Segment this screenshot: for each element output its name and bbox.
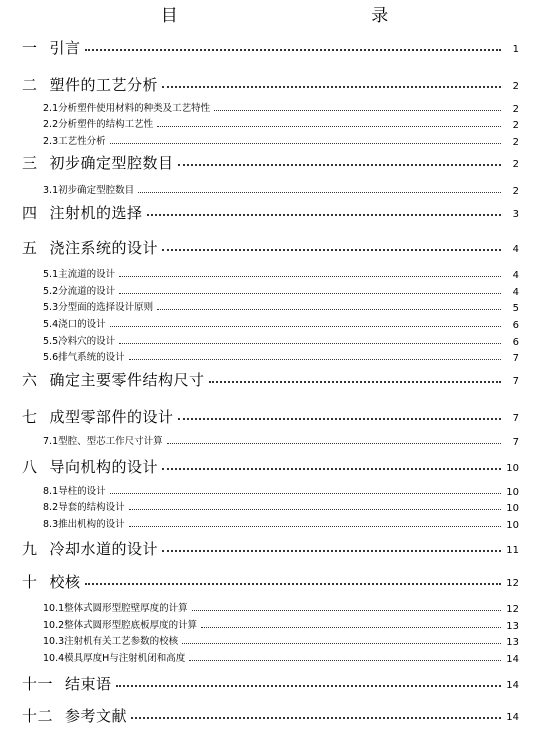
- toc-chapter-entry[interactable]: [0, 457, 549, 477]
- entry-label: [22, 238, 158, 258]
- chapter-number: 五: [22, 239, 38, 257]
- dot-leader: [157, 309, 501, 310]
- page-number: 7: [512, 413, 519, 424]
- entry-label: [22, 539, 158, 559]
- entry-text: 确定主要零件结构尺寸: [49, 371, 205, 389]
- entry-text: 8.2导套的结构设计: [43, 502, 125, 513]
- page-number: 12: [506, 578, 519, 589]
- dot-leader: [85, 49, 501, 51]
- dot-leader: [162, 86, 501, 88]
- entry-label: [22, 203, 143, 223]
- page-number: 14: [506, 680, 519, 691]
- dot-leader: [189, 660, 501, 661]
- page-number: 10: [506, 463, 519, 474]
- entry-label: [22, 38, 81, 58]
- entry-label: [43, 649, 185, 669]
- page-number: 4: [512, 270, 519, 281]
- chapter-number: 十二: [22, 707, 54, 725]
- page-number: 10: [506, 520, 519, 531]
- dot-leader: [129, 509, 501, 510]
- entry-label: [22, 706, 127, 726]
- entry-label: [22, 75, 158, 95]
- chapter-number: 三: [22, 154, 38, 172]
- dot-leader: [192, 610, 501, 611]
- dot-leader: [110, 326, 501, 327]
- chapter-number: 二: [22, 76, 38, 94]
- dot-leader: [162, 468, 501, 470]
- entry-text: 5.6排气系统的设计: [43, 352, 125, 363]
- dot-leader: [110, 143, 501, 144]
- entry-label: [22, 407, 174, 427]
- entry-text: 8.1导柱的设计: [43, 486, 106, 497]
- entry-text: 2.3工艺性分析: [43, 136, 106, 147]
- toc-section-entry[interactable]: [0, 648, 549, 668]
- entry-text: 5.2分流道的设计: [43, 286, 116, 297]
- entry-text: 5.3分型面的选择设计原则: [43, 302, 154, 313]
- dot-leader: [214, 110, 501, 111]
- entry-label: [22, 370, 205, 390]
- dot-leader: [178, 164, 501, 166]
- entry-label: [43, 348, 125, 368]
- entry-text: 2.2分析塑件的结构工艺性: [43, 119, 154, 130]
- toc-chapter-entry[interactable]: [0, 38, 549, 58]
- page-number: 12: [506, 604, 519, 615]
- page-number: 14: [506, 712, 519, 723]
- page-number: 14: [506, 654, 519, 665]
- chapter-number: 七: [22, 408, 38, 426]
- page-number: 13: [506, 621, 519, 632]
- entry-text: 2.1分析塑件使用材料的种类及工艺特性: [43, 103, 211, 114]
- page-number: 2: [512, 120, 519, 131]
- toc-chapter-entry[interactable]: [0, 370, 549, 390]
- page-number: 6: [512, 320, 519, 331]
- entry-text: 引言: [49, 39, 81, 57]
- toc-chapter-entry[interactable]: [0, 75, 549, 95]
- page-number: 2: [512, 104, 519, 115]
- toc-chapter-entry[interactable]: [0, 153, 549, 173]
- dot-leader: [116, 685, 501, 687]
- page-number: 4: [512, 244, 519, 255]
- toc-section-entry[interactable]: [0, 431, 549, 451]
- page-number: 2: [512, 81, 519, 92]
- entry-text: 成型零部件的设计: [49, 408, 174, 426]
- page-number: 2: [512, 159, 519, 170]
- dot-leader: [162, 550, 501, 552]
- toc-chapter-entry[interactable]: [0, 238, 549, 258]
- page-number: 1: [512, 44, 519, 55]
- toc-title: 目 录: [160, 6, 483, 26]
- dot-leader: [119, 276, 501, 277]
- entry-text: 3.1初步确定型腔数目: [43, 185, 135, 196]
- dot-leader: [178, 418, 501, 420]
- dot-leader: [129, 359, 501, 360]
- entry-label: [43, 181, 134, 201]
- toc-section-entry[interactable]: [0, 347, 549, 367]
- toc-chapter-entry[interactable]: [0, 674, 549, 694]
- entry-label: [43, 515, 125, 535]
- dot-leader: [110, 493, 501, 494]
- dot-leader: [157, 126, 501, 127]
- entry-text: 10.3注射机有关工艺参数的校核: [43, 636, 179, 647]
- page-number: 7: [512, 437, 519, 448]
- entry-label: [43, 432, 163, 452]
- dot-leader: [147, 214, 501, 216]
- chapter-number: 十: [22, 573, 38, 591]
- page-number: 6: [512, 337, 519, 348]
- dot-leader: [162, 249, 501, 251]
- entry-label: [43, 132, 106, 152]
- toc-chapter-entry[interactable]: [0, 539, 549, 559]
- toc-chapter-entry[interactable]: [0, 706, 549, 726]
- entry-text: 10.1整体式圆形型腔壁厚度的计算: [43, 603, 188, 614]
- entry-label: [22, 572, 81, 592]
- entry-text: 10.4模具厚度H与注射机闭和高度: [43, 653, 186, 664]
- entry-label: [22, 457, 158, 477]
- page-number: 7: [512, 353, 519, 364]
- dot-leader: [167, 443, 501, 444]
- page-number: 2: [512, 137, 519, 148]
- page-number: 3: [512, 209, 519, 220]
- page-number: 13: [506, 637, 519, 648]
- entry-text: 参考文献: [65, 707, 128, 725]
- chapter-number: 六: [22, 371, 38, 389]
- toc-section-entry[interactable]: [0, 514, 549, 534]
- chapter-number: 十一: [22, 675, 54, 693]
- entry-text: 冷却水道的设计: [49, 540, 159, 558]
- page-number: 2: [512, 186, 519, 197]
- page-number: 7: [512, 376, 519, 387]
- toc-chapter-entry[interactable]: [0, 203, 549, 223]
- dot-leader: [201, 627, 501, 628]
- page-number: 10: [506, 503, 519, 514]
- entry-text: 导向机构的设计: [49, 458, 159, 476]
- chapter-number: 九: [22, 540, 38, 558]
- entry-text: 注射机的选择: [49, 204, 143, 222]
- entry-text: 10.2整体式圆形型腔底板厚度的计算: [43, 620, 198, 631]
- entry-text: 校核: [49, 573, 81, 591]
- dot-leader: [131, 717, 501, 719]
- entry-text: 初步确定型腔数目: [49, 154, 174, 172]
- entry-label: [22, 153, 174, 173]
- chapter-number: 一: [22, 39, 38, 57]
- page-number: 5: [512, 303, 519, 314]
- dot-leader: [209, 381, 501, 383]
- dot-leader: [129, 526, 501, 527]
- entry-label: [22, 674, 112, 694]
- page-number: 10: [506, 487, 519, 498]
- dot-leader: [119, 293, 501, 294]
- dot-leader: [119, 343, 501, 344]
- entry-text: 5.1主流道的设计: [43, 269, 116, 280]
- entry-text: 7.1型腔、型芯工作尺寸计算: [43, 436, 163, 447]
- entry-text: 8.3推出机构的设计: [43, 519, 125, 530]
- dot-leader: [85, 583, 501, 585]
- toc-chapter-entry[interactable]: [0, 407, 549, 427]
- dot-leader: [182, 643, 501, 644]
- toc-section-entry[interactable]: [0, 180, 549, 200]
- entry-text: 结束语: [65, 675, 112, 693]
- entry-text: 浇注系统的设计: [49, 239, 159, 257]
- toc-section-entry[interactable]: [0, 131, 549, 151]
- chapter-number: 四: [22, 204, 38, 222]
- dot-leader: [138, 192, 501, 193]
- page-number: 4: [512, 287, 519, 298]
- page-number: 11: [506, 545, 519, 556]
- entry-text: 5.4浇口的设计: [43, 319, 106, 330]
- toc-chapter-entry[interactable]: [0, 572, 549, 592]
- chapter-number: 八: [22, 458, 38, 476]
- entry-text: 5.5冷料穴的设计: [43, 336, 116, 347]
- entry-text: 塑件的工艺分析: [49, 76, 159, 94]
